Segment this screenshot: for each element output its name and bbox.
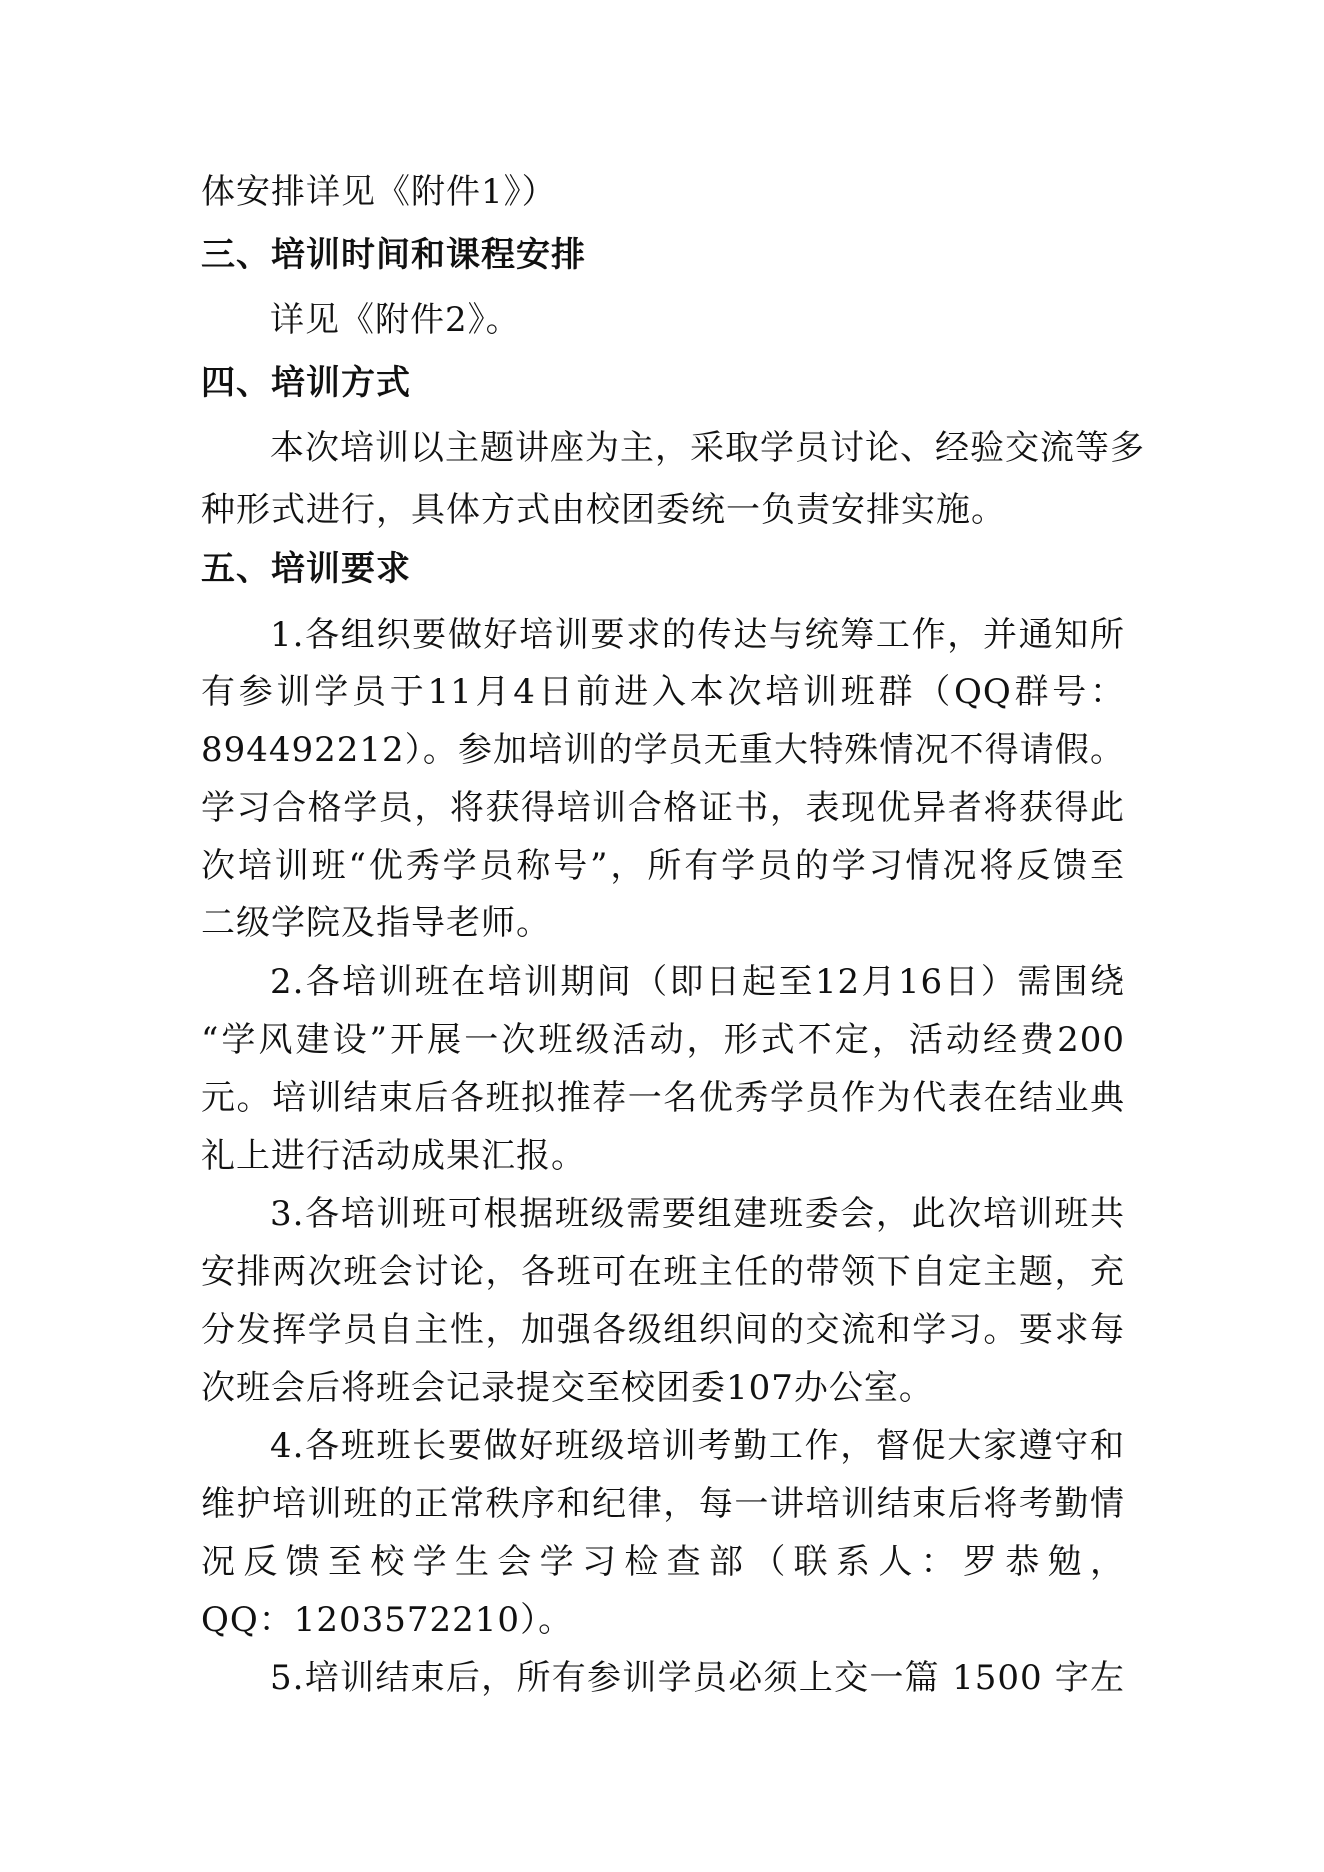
paragraph-line: 2.各培训班在培训期间（即日起至12月16日）需围绕 [270, 962, 1125, 1002]
paragraph-line: 5.培训结束后，所有参训学员必须上交一篇 1500 字左 [270, 1658, 1125, 1698]
section-heading-method: 四、培训方式 [201, 363, 411, 403]
paragraph-line: QQ：1203572210）。 [201, 1600, 574, 1640]
paragraph-line: “学风建设”开展一次班级活动，形式不定，活动经费200 [201, 1020, 1125, 1060]
paragraph-line: 维护培训班的正常秩序和纪律，每一讲培训结束后将考勤情 [201, 1484, 1125, 1524]
paragraph-line: 元。培训结束后各班拟推荐一名优秀学员作为代表在结业典 [201, 1078, 1125, 1118]
paragraph-line: 4.各班班长要做好班级培训考勤工作，督促大家遵守和 [270, 1426, 1125, 1466]
paragraph-line: 二级学院及指导老师。 [201, 903, 551, 943]
paragraph-line: 1.各组织要做好培训要求的传达与统筹工作，并通知所 [270, 615, 1125, 655]
paragraph-line: 894492212）。参加培训的学员无重大特殊情况不得请假。 [201, 730, 1125, 770]
paragraph-line: 礼上进行活动成果汇报。 [201, 1136, 586, 1176]
paragraph-line: 分发挥学员自主性，加强各级组织间的交流和学习。要求每 [201, 1310, 1125, 1350]
paragraph-line: 有参训学员于11月4日前进入本次培训班群（QQ群号： [201, 672, 1125, 712]
paragraph-line: 体安排详见《附件1》） [201, 172, 557, 212]
section-heading-schedule: 三、培训时间和课程安排 [201, 235, 586, 275]
paragraph-line: 本次培训以主题讲座为主，采取学员讨论、经验交流等多 [270, 428, 1145, 468]
section-heading-requirements: 五、培训要求 [201, 549, 411, 589]
paragraph-line: 种形式进行，具体方式由校团委统一负责安排实施。 [201, 490, 1006, 530]
paragraph-line: 次班会后将班会记录提交至校团委107办公室。 [201, 1368, 934, 1408]
paragraph-line: 况反馈至校学生会学习检查部（联系人：罗恭勉， [201, 1542, 1125, 1582]
paragraph-line: 安排两次班会讨论，各班可在班主任的带领下自定主题，充 [201, 1252, 1125, 1292]
paragraph-line: 次培训班“优秀学员称号”，所有学员的学习情况将反馈至 [201, 846, 1125, 886]
paragraph-line: 3.各培训班可根据班级需要组建班委会，此次培训班共 [270, 1194, 1125, 1234]
paragraph-line: 学习合格学员，将获得培训合格证书，表现优异者将获得此 [201, 788, 1125, 828]
paragraph-line: 详见《附件2》。 [270, 300, 521, 340]
